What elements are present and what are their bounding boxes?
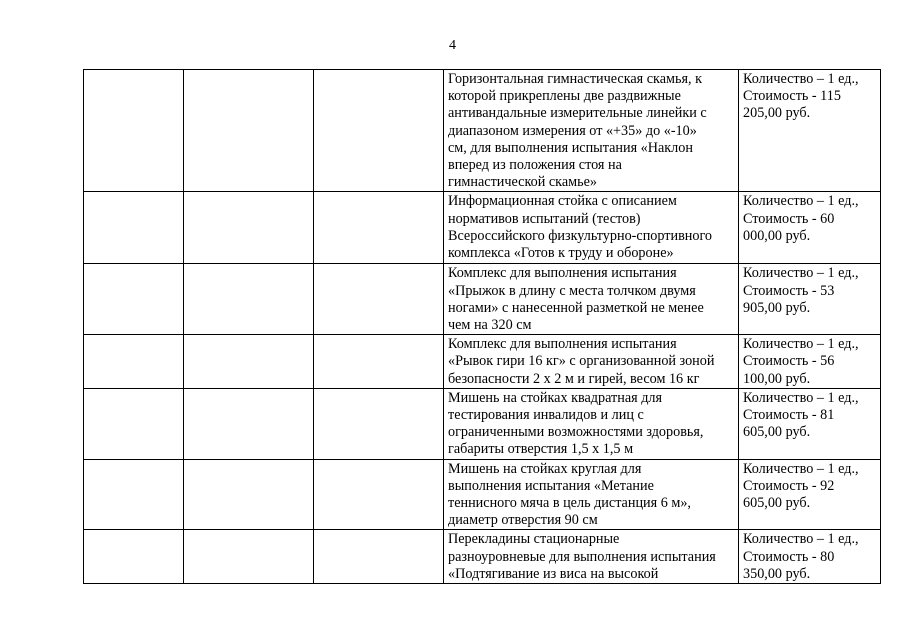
cost-line: Количество – 1 ед., (743, 265, 859, 282)
description-line: ногами» с нанесенной разметкой не менее (448, 299, 704, 316)
cost-line: Количество – 1 ед., (743, 531, 859, 548)
cost-cell (739, 388, 881, 459)
description-line: тестирования инвалидов и лиц с (448, 407, 644, 424)
page-number: 4 (449, 38, 456, 53)
empty-cell (314, 335, 444, 389)
cost-cell (739, 459, 881, 530)
description-line: диаметр отверстия 90 см (448, 512, 598, 529)
description-line: нормативов испытаний (тестов) (448, 210, 641, 227)
empty-cell (184, 530, 314, 584)
empty-cell (314, 530, 444, 584)
description-line: антивандальные измерительные линейки с (448, 105, 707, 122)
description-line: Мишень на стойках круглая для (448, 460, 642, 477)
table-row (84, 530, 881, 584)
description-line: комплекса «Готов к труду и обороне» (448, 245, 674, 262)
empty-cell (84, 335, 184, 389)
description-line: которой прикреплены две раздвижные (448, 88, 681, 105)
empty-cell (184, 459, 314, 530)
description-line: выполнения испытания «Метание (448, 477, 654, 494)
description-cell (444, 530, 739, 584)
cost-line: 905,00 руб. (743, 299, 811, 316)
description-line: Всероссийского физкультурно-спортивного (448, 227, 713, 244)
cost-line: 100,00 руб. (743, 370, 811, 387)
description-cell (444, 335, 739, 389)
cost-line: 605,00 руб. (743, 424, 811, 441)
table-row (84, 70, 881, 192)
empty-cell (184, 70, 314, 192)
description-line: теннисного мяча в цель дистанция 6 м», (448, 495, 691, 512)
cost-line: Стоимость - 56 (743, 353, 835, 370)
cost-line: 000,00 руб. (743, 227, 811, 244)
description-line: гимнастической скамье» (448, 174, 597, 191)
description-line: чем на 320 см (448, 317, 532, 334)
description-cell (444, 70, 739, 192)
empty-cell (84, 388, 184, 459)
description-line: безопасности 2 х 2 м и гирей, весом 16 кг (448, 370, 700, 387)
empty-cell (314, 264, 444, 335)
empty-cell (314, 70, 444, 192)
empty-cell (184, 264, 314, 335)
empty-cell (314, 388, 444, 459)
description-cell (444, 192, 739, 264)
description-line: «Подтягивание из виса на высокой (448, 565, 659, 582)
cost-line: Стоимость - 92 (743, 477, 835, 494)
description-line: Горизонтальная гимнастическая скамья, к (448, 71, 702, 87)
cost-cell (739, 70, 881, 192)
cost-line: Стоимость - 81 (743, 407, 835, 424)
description-line: «Рывок гири 16 кг» с организованной зоной (448, 353, 715, 370)
cost-line: 205,00 руб. (743, 105, 811, 122)
cost-line: Стоимость - 80 (743, 548, 835, 565)
cost-cell (739, 335, 881, 389)
cost-line: Количество – 1 ед., (743, 336, 859, 353)
description-line: Комплекс для выполнения испытания (448, 265, 677, 282)
cost-cell (739, 264, 881, 335)
description-line: «Прыжок в длину с места толчком двумя (448, 282, 696, 299)
description-cell (444, 459, 739, 530)
empty-cell (314, 459, 444, 530)
equipment-table (83, 69, 881, 584)
description-line: вперед из положения стоя на (448, 157, 622, 174)
description-line: габариты отверстия 1,5 х 1,5 м (448, 441, 634, 458)
description-line: Информационная стойка с описанием (448, 193, 677, 210)
description-line: диапазоном измерения от «+35» до «-10» (448, 122, 697, 139)
table-row (84, 388, 881, 459)
empty-cell (84, 264, 184, 335)
table-row (84, 264, 881, 335)
empty-cell (184, 335, 314, 389)
table-row (84, 192, 881, 264)
description-cell (444, 264, 739, 335)
table-row (84, 459, 881, 530)
cost-line: Стоимость - 60 (743, 210, 835, 227)
description-line: разноуровневые для выполнения испытания (448, 548, 716, 565)
cost-line: Количество – 1 ед., (743, 193, 859, 210)
cost-line: Стоимость - 53 (743, 282, 835, 299)
empty-cell (84, 70, 184, 192)
empty-cell (184, 192, 314, 264)
empty-cell (84, 530, 184, 584)
cost-line: Количество – 1 ед., (743, 71, 859, 87)
cost-line: Количество – 1 ед., (743, 389, 859, 406)
description-line: Мишень на стойках квадратная для (448, 389, 663, 406)
cost-line: Количество – 1 ед., (743, 460, 859, 477)
cost-cell (739, 192, 881, 264)
description-line: ограниченными возможностями здоровья, (448, 424, 704, 441)
table-row (84, 335, 881, 389)
empty-cell (84, 192, 184, 264)
description-line: Перекладины стационарные (448, 531, 620, 548)
description-line: Комплекс для выполнения испытания (448, 336, 677, 353)
empty-cell (84, 459, 184, 530)
description-line: см, для выполнения испытания «Наклон (448, 139, 693, 156)
cost-line: 605,00 руб. (743, 495, 811, 512)
cost-line: Стоимость - 115 (743, 88, 841, 105)
empty-cell (184, 388, 314, 459)
cost-line: 350,00 руб. (743, 565, 811, 582)
empty-cell (314, 192, 444, 264)
description-cell (444, 388, 739, 459)
cost-cell (739, 530, 881, 584)
